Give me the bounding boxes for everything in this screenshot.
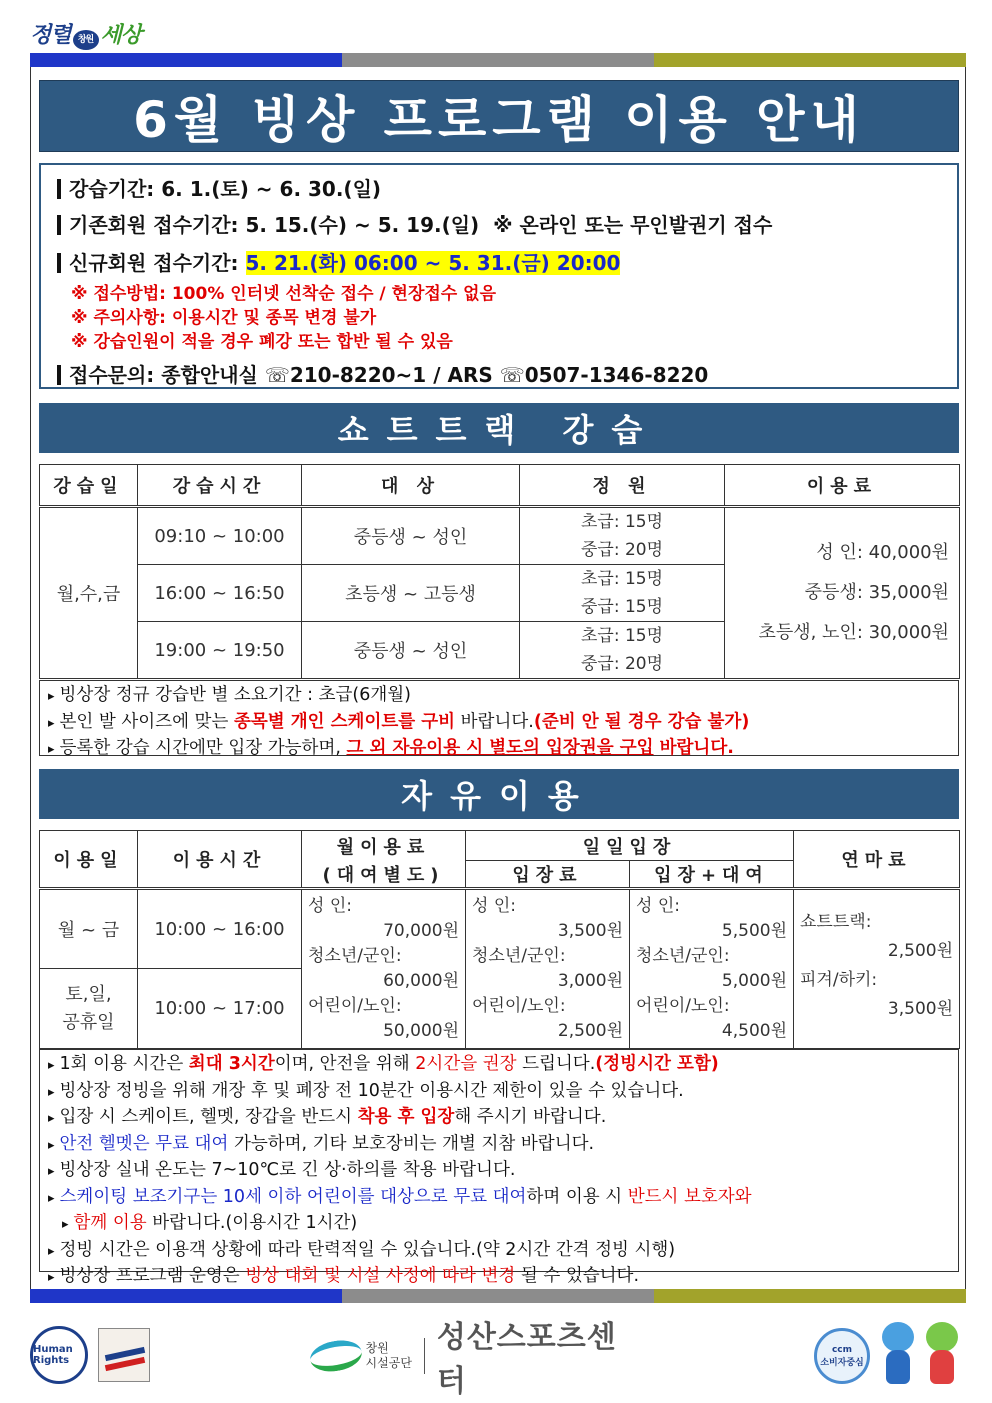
entry-rent-prices: 성 인: 5,500원 청소년/군인: 5,000원 어린이/노인: 4,500원 (630, 889, 794, 1049)
col-target: 대 상 (302, 465, 520, 507)
existing-value: 5. 15.(수) ~ 5. 19.(일) (245, 213, 480, 237)
lesson-capacity: 초급: 15명 중급: 15명 (520, 565, 725, 622)
note-item: ▸ 빙상장 실내 온도는 7~10℃로 긴 상·하의를 착용 바랍니다. (48, 1158, 950, 1185)
note-item: ▸ 등록한 강습 시간에만 입장 가능하며, 그 외 자유이용 시 별도의 입장권을 구입 바랍니다. (48, 736, 950, 763)
col-fee: 이용료 (725, 465, 960, 507)
free-use-table (39, 830, 960, 1049)
human-rights-badge-icon: Human Rights (30, 1326, 88, 1384)
lesson-target: 중등생 ~ 성인 (302, 622, 520, 679)
certification-logo-icon (98, 1328, 150, 1382)
mascot-green-icon (922, 1322, 962, 1386)
swoosh-logo-icon (308, 1337, 364, 1375)
center-name: 성산스포츠센터 (436, 1320, 617, 1399)
col-entry: 입장료 (466, 861, 630, 889)
col-time: 강습시간 (138, 465, 302, 507)
contact-line (57, 359, 708, 388)
col-capacity: 정 원 (520, 465, 725, 507)
table-row (40, 889, 960, 969)
col-day: 강습일 (40, 465, 138, 507)
info-note-1: ※ 접수방법: 100% 인터넷 선착순 접수 / 현장접수 없음 (71, 284, 496, 304)
logo-text (30, 18, 141, 50)
use-day: 월 ~ 금 (40, 889, 138, 969)
yearly-prices: 쇼트트랙: 2,500원 피겨/하키: 3,500원 (794, 889, 960, 1049)
center-logo (310, 1320, 630, 1399)
lesson-time: 16:00 ~ 16:50 (138, 565, 302, 622)
free-use-header-1 (40, 831, 960, 861)
free-use-banner (39, 769, 959, 819)
lesson-target: 초등생 ~ 고등생 (302, 565, 520, 622)
note-item: ▸ 빙상장 정빙을 위해 개장 후 및 폐장 전 10분간 이용시간 제한이 있을 수 있습니다. (48, 1079, 950, 1106)
mascot-blue-icon (878, 1322, 918, 1386)
contact-phone-2: ☏0507-1346-8220 (499, 363, 709, 387)
info-note-3: ※ 강습인원이 적을 경우 폐강 또는 합반 될 수 있음 (71, 332, 453, 352)
contact-place: 종합안내실 (161, 363, 258, 387)
lesson-time: 19:00 ~ 19:50 (138, 622, 302, 679)
note-item: ▸ 1회 이용 시간은 최대 3시간이며, 안전을 위해 2시간을 권장 드립니다.(정빙시간 포함) (48, 1052, 950, 1079)
col-entry-rent: 입장+대여 (630, 861, 794, 889)
logo-part1: 정렬 (30, 22, 71, 48)
info-box (39, 163, 959, 389)
lesson-time: 09:10 ~ 10:00 (138, 507, 302, 565)
contact-sep: / ARS (433, 363, 493, 387)
contact-phone-1: ☏210-8220~1 (264, 363, 427, 387)
col-monthly-sub: (대여별도) (302, 861, 466, 889)
existing-line (57, 209, 772, 238)
free-use-notes (39, 1049, 959, 1286)
col-daily: 일일입장 (466, 831, 794, 861)
period-label: 강습기간: (69, 177, 155, 201)
period-line (57, 173, 381, 202)
info-note-2: ※ 주의사항: 이용시간 및 종목 변경 불가 (71, 308, 377, 328)
org-name: 창원 시설공단 (365, 1341, 412, 1370)
note-item: ▸ 스케이팅 보조기구는 10세 이하 어린이를 대상으로 무료 대여하며 이용 시 반드시 보호자와 (48, 1185, 950, 1212)
note-item-cont: ▸ 함께 이용 바랍니다.(이용시간 1시간) (48, 1211, 950, 1238)
existing-label: 기존회원 접수기간: (69, 213, 239, 237)
new-label: 신규회원 접수기간: (69, 251, 239, 275)
short-track-banner (39, 403, 959, 453)
short-track-notes (39, 680, 959, 756)
contact-label: 접수문의: (69, 363, 155, 387)
table-row (40, 507, 960, 565)
logo-ball: 창원 (73, 30, 99, 50)
use-time: 10:00 ~ 16:00 (138, 889, 302, 969)
col-monthly: 월이용료 (302, 831, 466, 861)
logo-part2: 세상 (100, 22, 142, 48)
top-color-bar (30, 53, 966, 67)
note-item: ▸ 본인 발 사이즈에 맞는 종목별 개인 스케이트를 구비 바랍니다.(준비 안 될 경우 강습 불가) (48, 710, 950, 737)
footer (30, 1318, 966, 1399)
top-logo (30, 16, 141, 52)
free-use-title: 자유이용 (401, 777, 597, 815)
note-item: ▸ 입장 시 스케이트, 헬멧, 장갑을 반드시 착용 후 입장해 주시기 바랍니다. (48, 1105, 950, 1132)
lesson-days: 월,수,금 (40, 507, 138, 679)
ccm-badge-icon: ccm 소비자중심 (814, 1328, 870, 1384)
lesson-capacity: 초급: 15명 중급: 20명 (520, 622, 725, 679)
lesson-capacity: 초급: 15명 중급: 20명 (520, 507, 725, 565)
existing-note: ※ 온라인 또는 무인발권기 접수 (493, 213, 773, 237)
short-track-table (39, 464, 960, 679)
use-time: 10:00 ~ 17:00 (138, 969, 302, 1049)
title-banner (39, 80, 959, 152)
new-value: 5. 21.(화) 06:00 ~ 5. 31.(금) 20:00 (245, 251, 621, 275)
note-item: ▸ 빙상장 정규 강습반 별 소요기간 : 초급(6개월) (48, 683, 950, 710)
lesson-fees: 성 인: 40,000원 중등생: 35,000원 초등생, 노인: 30,000원 (725, 507, 960, 679)
use-day: 토,일, 공휴일 (40, 969, 138, 1049)
period-value: 6. 1.(토) ~ 6. 30.(일) (161, 177, 382, 201)
page-title: 6월 빙상 프로그램 이용 안내 (133, 91, 865, 149)
new-line (57, 247, 620, 276)
note-item: ▸ 안전 헬멧은 무료 대여 가능하며, 기타 보호장비는 개별 지참 바랍니다. (48, 1132, 950, 1159)
note-item: ▸ 정빙 시간은 이용객 상황에 따라 탄력적일 수 있습니다.(약 2시간 간격 정빙 시행) (48, 1238, 950, 1265)
col-use-time: 이용시간 (138, 831, 302, 889)
short-track-title: 쇼트트랙 강습 (337, 411, 661, 449)
short-track-header (40, 465, 960, 507)
note-item: ▸ 빙상장 프로그램 운영은 빙상 대회 및 시설 사정에 따라 변경 될 수 있습니다. (48, 1264, 950, 1291)
monthly-prices: 성 인: 70,000원 청소년/군인: 60,000원 어린이/노인: 50,000원 (302, 889, 466, 1049)
col-use-day: 이용일 (40, 831, 138, 889)
entry-prices: 성 인: 3,500원 청소년/군인: 3,000원 어린이/노인: 2,500원 (466, 889, 630, 1049)
bottom-color-bar (30, 1289, 966, 1303)
col-yearly: 연마료 (794, 831, 960, 889)
lesson-target: 중등생 ~ 성인 (302, 507, 520, 565)
